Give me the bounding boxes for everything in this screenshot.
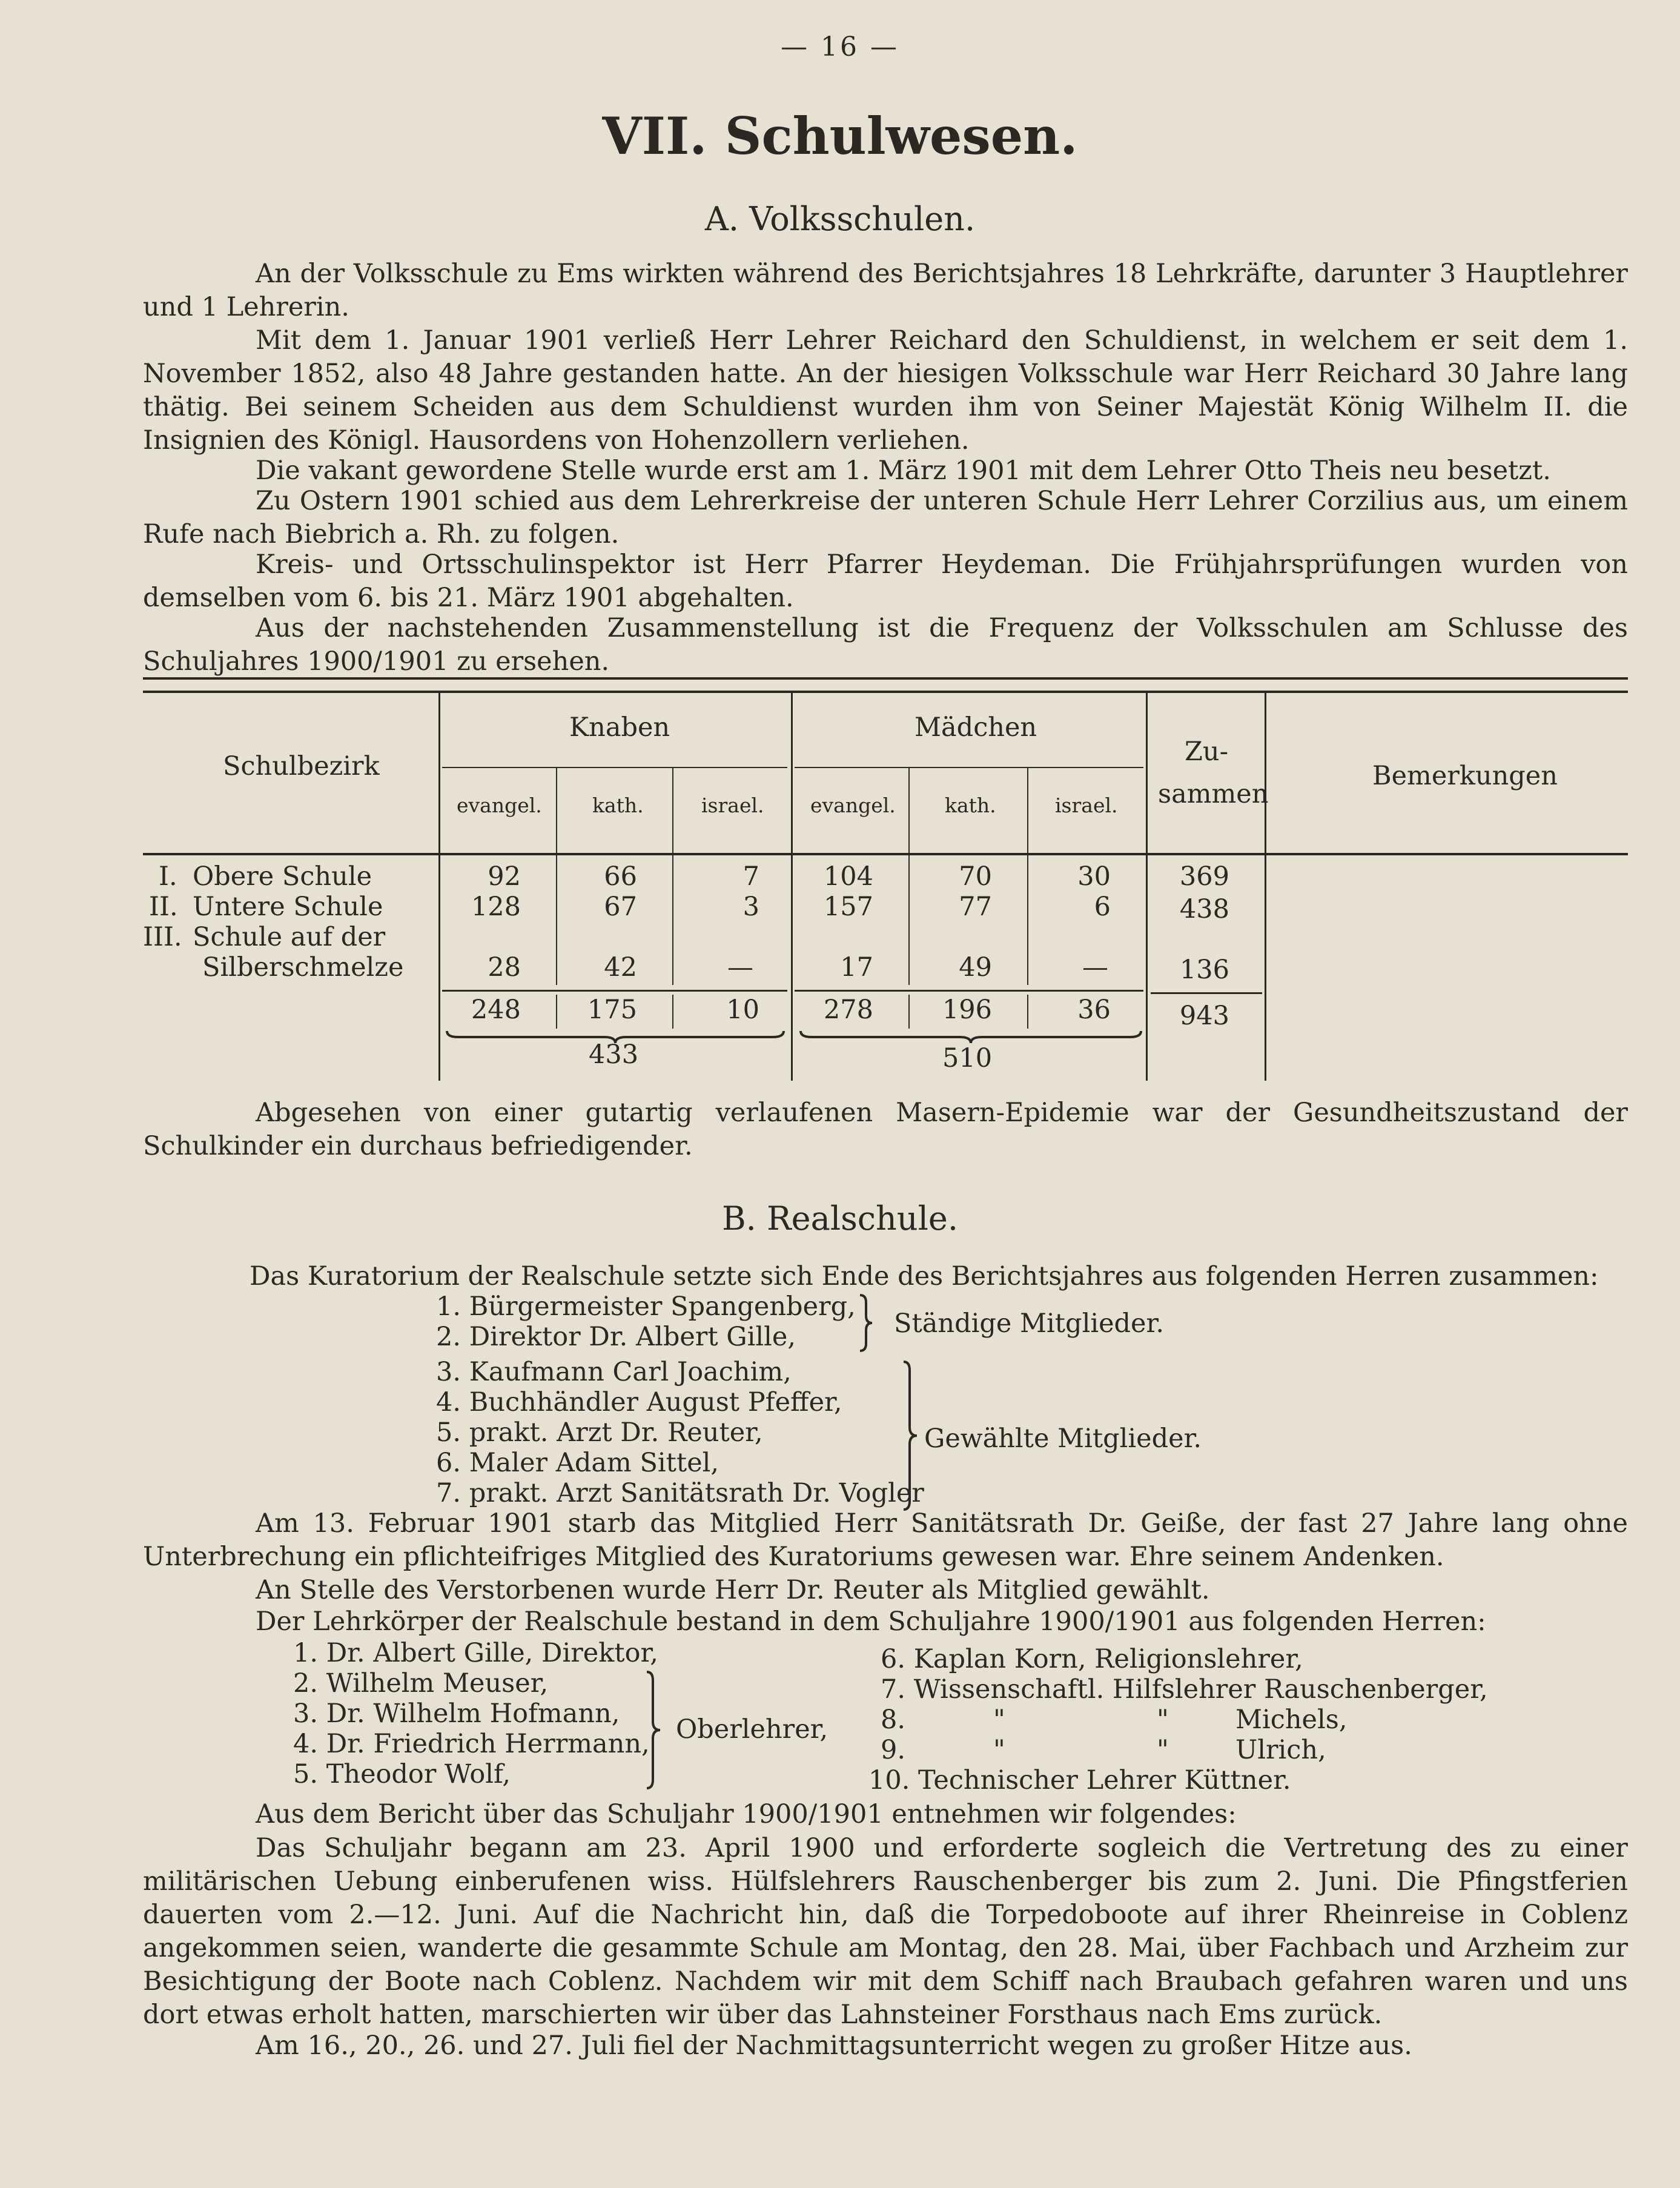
total-cell: 196 <box>942 995 992 1025</box>
staff-10: 10. Technischer Lehrer Küttner. <box>868 1765 1291 1795</box>
table-header-bottom-rule <box>143 853 1628 855</box>
paragraph-a1 <box>143 257 1628 324</box>
cell: — <box>1082 952 1108 983</box>
elected-member-7: 7. prakt. Arzt Sanitätsrath Dr. Vogler <box>436 1478 924 1508</box>
replacement-paragraph <box>143 1574 1628 1607</box>
staff-9-name: Ulrich, <box>1235 1735 1326 1765</box>
cell: 49 <box>959 952 992 983</box>
row-2-num: II. <box>149 892 178 922</box>
elected-member-4: 4. Buchhändler August Pfeffer, <box>436 1387 842 1417</box>
paragraph-a1-text: An der Volksschule zu Ems wirkten während des Berichtsjahres 18 Lehrkräfte, darunter 3 Hauptlehrer und 1 Lehrerin. <box>143 259 1628 322</box>
chapter-title: VII. Schulwesen. <box>602 106 1078 166</box>
report-paragraph <box>143 1832 1628 2032</box>
section-a-heading: A. Volksschulen. <box>704 200 976 238</box>
staff-intro <box>143 1605 1628 1639</box>
table-vrule <box>1027 768 1028 985</box>
total-cell: 278 <box>823 995 873 1025</box>
death-paragraph-text: Am 13. Februar 1901 starb das Mitglied Herr Sanitätsrath Dr. Geiße, der fast 27 Jahre lang ohne Unterbrechung ein pflichteifriges Mitglied des Kuratoriums gewesen war. Ehre seinem Andenken. <box>143 1508 1628 1572</box>
paragraph-a5-text: Kreis- und Ortsschulinspektor ist Herr Pfarrer Heydeman. Die Frühjahrsprüfungen wurden von demselben vom 6. bis 21. März 1901 abgehalten. <box>143 549 1628 613</box>
header-schulbezirk: Schulbezirk <box>223 751 380 781</box>
oberlehrer-brace <box>644 1671 663 1789</box>
standing-member-1: 1. Bürgermeister Spangenberg, <box>436 1291 856 1322</box>
replacement-text: An Stelle des Verstorbenen wurde Herr Dr. Reuter als Mitglied gewählt. <box>256 1575 1210 1605</box>
table-vrule <box>438 693 440 1081</box>
totals-rule <box>1151 992 1262 994</box>
staff-8: 8. <box>881 1705 906 1735</box>
total-cell: 943 <box>1179 1001 1229 1031</box>
ditto-9a: " <box>993 1735 1005 1765</box>
cell: 77 <box>959 892 992 922</box>
table-vrule <box>672 995 673 1029</box>
oberlehrer-label: Oberlehrer, <box>676 1714 828 1745</box>
cell: 369 <box>1179 861 1229 892</box>
cell: 128 <box>471 892 521 922</box>
staff-2: 2. Wilhelm Meuser, <box>293 1668 549 1699</box>
maedchen-brace <box>799 1029 1142 1044</box>
row-3-name: Schule auf der <box>193 922 386 952</box>
elected-brace <box>901 1361 919 1512</box>
last-line <box>143 2029 1628 2063</box>
total-cell: 175 <box>587 995 637 1025</box>
staff-8-name: Michels, <box>1235 1705 1348 1735</box>
staff-1: 1. Dr. Albert Gille, Direktor, <box>293 1638 658 1668</box>
paragraph-a-closing <box>143 1096 1628 1163</box>
paragraph-a6-text: Aus der nachstehenden Zusammenstellung ist die Frequenz der Volksschulen am Schlusse des Schuljahres 1900/1901 zu ersehen. <box>143 613 1628 677</box>
staff-6: 6. Kaplan Korn, Religionslehrer, <box>881 1644 1303 1674</box>
totals-rule <box>442 990 787 992</box>
table-hrule <box>442 767 787 768</box>
cell: 3 <box>742 892 759 922</box>
standing-brace <box>856 1294 875 1352</box>
table-vrule <box>556 768 557 985</box>
paragraph-a3-text: Die vakant gewordene Stelle wurde erst am 1. März 1901 mit dem Lehrer Otto Theis neu besetzt. <box>256 456 1551 486</box>
elected-label: Gewählte Mitglieder. <box>924 1424 1202 1454</box>
table-vrule <box>1027 995 1028 1029</box>
cell: 7 <box>742 861 759 892</box>
header-bemerkungen: Bemerkungen <box>1372 761 1558 791</box>
staff-4: 4. Dr. Friedrich Herrmann, <box>293 1729 650 1759</box>
staff-5: 5. Theodor Wolf, <box>293 1759 511 1789</box>
elected-member-3: 3. Kaufmann Carl Joachim, <box>436 1357 792 1387</box>
header-k-kath: kath. <box>592 794 644 817</box>
elected-member-6: 6. Maler Adam Sittel, <box>436 1448 719 1478</box>
page-number: — 16 — <box>781 31 899 62</box>
cell: 30 <box>1077 861 1111 892</box>
table-vrule <box>908 995 910 1029</box>
cell: 136 <box>1179 955 1229 985</box>
cell: 67 <box>604 892 637 922</box>
paragraph-a-closing-text: Abgesehen von einer gutartig verlaufenen Masern-Epidemie war der Gesundheitszustand der Schulkinder ein durchaus befriedigender. <box>143 1098 1628 1161</box>
cell: 104 <box>823 861 873 892</box>
table-vrule <box>556 995 557 1029</box>
header-zusammen-1: Zu- <box>1185 737 1229 767</box>
knaben-total: 433 <box>589 1039 639 1070</box>
kuratorium-intro: Das Kuratorium der Realschule setzte sich Ende des Berichtsjahres aus folgenden Herren zusammen: <box>250 1261 1599 1291</box>
header-maedchen: Mädchen <box>914 712 1037 743</box>
header-k-israel: israel. <box>701 794 764 817</box>
staff-intro-text: Der Lehrkörper der Realschule bestand in dem Schuljahre 1900/1901 aus folgenden Herren: <box>256 1606 1486 1637</box>
ditto-8b: " <box>1157 1705 1169 1735</box>
header-m-kath: kath. <box>945 794 996 817</box>
cell: 42 <box>604 952 637 983</box>
cell: 17 <box>840 952 873 983</box>
cell: 157 <box>823 892 873 922</box>
paragraph-a4 <box>143 485 1628 551</box>
standing-label: Ständige Mitglieder. <box>894 1308 1164 1339</box>
cell: 92 <box>488 861 521 892</box>
staff-7: 7. Wissenschaftl. Hilfslehrer Rauschenberger, <box>881 1674 1488 1705</box>
staff-3: 3. Dr. Wilhelm Hofmann, <box>293 1699 620 1729</box>
table-top-rule-1 <box>143 677 1628 680</box>
table-vrule <box>672 768 673 985</box>
standing-member-2: 2. Direktor Dr. Albert Gille, <box>436 1322 796 1352</box>
last-line-text: Am 16., 20., 26. und 27. Juli fiel der Nachmittagsunterricht wegen zu großer Hitze aus. <box>256 2031 1412 2061</box>
cell: 28 <box>488 952 521 983</box>
total-cell: 36 <box>1077 995 1111 1025</box>
cell: 70 <box>959 861 992 892</box>
cell: 66 <box>604 861 637 892</box>
totals-rule <box>795 990 1143 992</box>
cell: 6 <box>1094 892 1111 922</box>
header-m-evangel: evangel. <box>810 794 896 817</box>
table-vrule <box>1265 693 1266 1081</box>
paragraph-a2-text: Mit dem 1. Januar 1901 verließ Herr Lehrer Reichard den Schuldienst, in welchem er seit dem 1. November 1852, also 48 Jahre gestanden hatte. An der hiesigen Volksschule war Herr Reichard 30 Jahre lang thätig. Bei seinem Scheiden aus dem Schuldienst wurden ihm von Seiner Majestät König Wilhelm II. die Insignien des Königl. Hausordens von Hohenzollern verliehen. <box>143 325 1628 456</box>
header-k-evangel: evangel. <box>457 794 542 817</box>
header-knaben: Knaben <box>569 712 670 743</box>
table-hrule <box>795 767 1143 768</box>
table-top-rule-2 <box>143 691 1628 693</box>
paragraph-a2 <box>143 324 1628 457</box>
total-cell: 248 <box>471 995 521 1025</box>
paragraph-a6 <box>143 612 1628 678</box>
ditto-9b: " <box>1157 1735 1169 1765</box>
paragraph-a5 <box>143 548 1628 615</box>
row-2-name: Untere Schule <box>193 892 383 922</box>
cell: 438 <box>1179 894 1229 924</box>
maedchen-total: 510 <box>942 1043 993 1073</box>
paragraph-a3 <box>143 454 1628 488</box>
header-zusammen-2: sammen <box>1158 779 1269 809</box>
elected-member-5: 5. prakt. Arzt Dr. Reuter, <box>436 1417 763 1448</box>
paragraph-a4-text: Zu Ostern 1901 schied aus dem Lehrerkreise der unteren Schule Herr Lehrer Corzilius aus, um einem Rufe nach Biebrich a. Rh. zu folgen. <box>143 486 1628 549</box>
ditto-8a: " <box>993 1705 1005 1735</box>
section-b-heading: B. Realschule. <box>722 1199 958 1238</box>
cell: — <box>727 952 753 983</box>
report-intro-text: Aus dem Bericht über das Schuljahr 1900/1901 entnehmen wir folgendes: <box>256 1799 1237 1829</box>
table-vrule <box>791 693 793 1081</box>
header-m-israel: israel. <box>1055 794 1118 817</box>
row-1-name: Obere Schule <box>193 861 372 892</box>
total-cell: 10 <box>726 995 759 1025</box>
row-3-name-2: Silberschmelze <box>202 952 404 983</box>
report-paragraph-text: Das Schuljahr begann am 23. April 1900 und erforderte sogleich die Vertretung des zu einer militärischen Uebung einberufenen wiss. Hülfslehrers Rauschenberger bis zum 2. Juni. Die Pfingstferien dauerten vom 2.—12. Juni. Auf die Nachricht hin, daß die Torpedoboote auf ihrer Rheinreise in Coblenz angekommen seien, wanderte die gesammte Schule am Montag, den 28. Mai, über Fachbach und Arzheim zur Besichtigung der Boote nach Coblenz. Nachdem wir mit dem Schiff nach Braubach gefahren waren und uns dort etwas erholt hatten, marschierten wir über das Lahnsteiner Forsthaus nach Ems zurück. <box>143 1833 1628 2030</box>
row-1-num: I. <box>159 861 177 892</box>
table-vrule <box>908 768 910 985</box>
staff-9: 9. <box>881 1735 906 1765</box>
death-paragraph <box>143 1507 1628 1574</box>
row-3-num: III. <box>143 922 182 952</box>
report-intro <box>143 1798 1628 1831</box>
